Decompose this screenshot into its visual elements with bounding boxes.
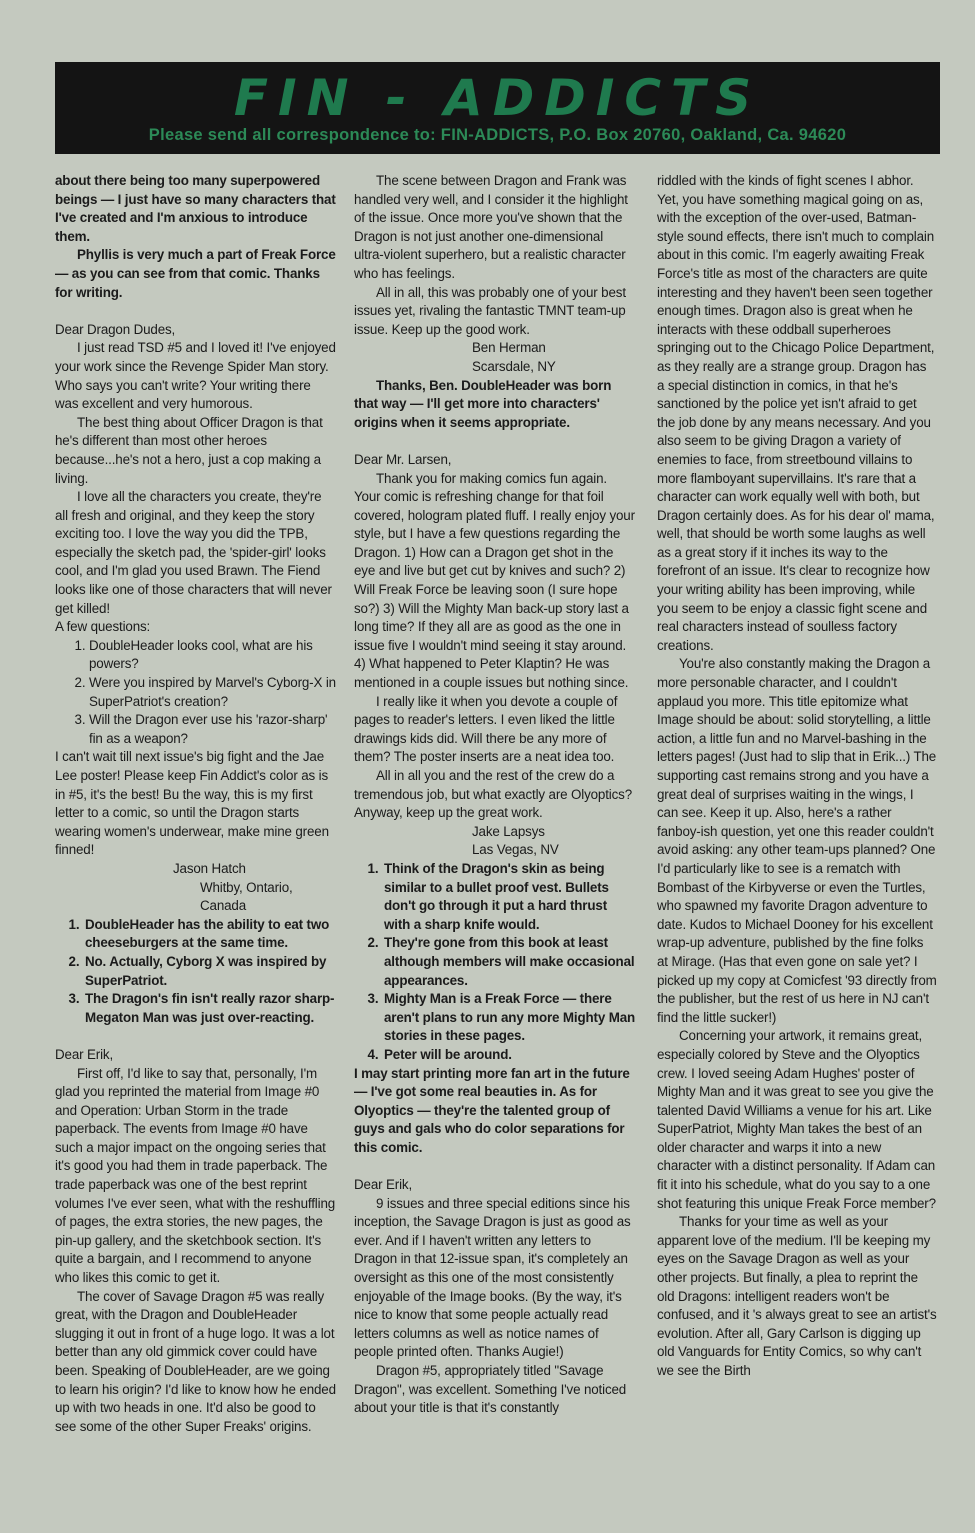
editor-reply: Thanks, Ben. DoubleHeader was born that way — I'll get more into characters' origins when it seems appropriate. xyxy=(354,377,612,430)
column-1 xyxy=(55,172,337,1436)
letter-paragraph: The scene between Dragon and Frank was handled very well, and I consider it the highlight of the issue. Once more you've shown that the Dragon is not just another one-dimensional ultra-violent superhero, but a realistic character who has feelings. xyxy=(354,173,628,281)
editor-answers xyxy=(55,916,337,1028)
letter-signature: Jason Hatch xyxy=(173,860,246,876)
letter-location: Las Vegas, NV xyxy=(472,842,559,858)
question-item: 3. Will the Dragon ever use his 'razor-sharp' fin as a weapon? xyxy=(89,711,337,748)
letter-paragraph: I just read TSD #5 and I loved it! I've enjoyed your work since the Revenge Spider Man story. Who says you can't write? Your writing there was excellent and very humorous. xyxy=(55,340,336,412)
editor-reply: Phyllis is very much a part of Freak Force — as you can see from that comic. Thanks for writing. xyxy=(55,247,336,300)
column-3 xyxy=(657,172,937,1381)
letter-paragraph: The best thing about Officer Dragon is that he's different than most other heroes because...he's not a hero, just a cop making a living. xyxy=(55,414,323,486)
letter-greeting: Dear Mr. Larsen, xyxy=(354,451,452,467)
letter-paragraph: A few questions: xyxy=(55,619,151,635)
letter-greeting: Dear Dragon Dudes, xyxy=(55,321,176,337)
question-item: 2. Were you inspired by Marvel's Cyborg-X in SuperPatriot's creation? xyxy=(89,674,337,711)
letter-paragraph: Concerning your artwork, it remains great, especially colored by Steve and the Olyoptics crew. I loved seeing Adam Hughes' poster of Mighty Man and it was great to see you give the talented David Williams a venue for his art. Like SuperPatriot, Mighty Man takes the best of an older character and warps it into a new character with a distinct personality. If Adam can fit it into his schedule, what do you say to a one shot featuring this unique Freak Force member? xyxy=(657,1028,936,1211)
answer-item: 2. No. Actually, Cyborg X was inspired by SuperPatriot. xyxy=(83,953,337,990)
letter-paragraph: 9 issues and three special editions since his inception, the Savage Dragon is just as good as ever. And if I haven't written any letters to Dragon in that 12-issue span, it's completely an oversight as this one of the most consistently enjoyable of the Image books. (By the way, it's nice to know that some people actually read letters columns as well as notice names of people printed often. Thanks Augie!) xyxy=(354,1195,631,1360)
letter-greeting: Dear Erik, xyxy=(354,1177,413,1193)
letter-paragraph: I love all the characters you create, they're all fresh and original, and they keep the story exciting too. I love the way you did the TPB, especially the sketch pad, the 'spider-girl' looks cool, and I'm glad you used Brawn. The Fiend looks like one of those characters that will never get killed! xyxy=(55,489,332,616)
letter-paragraph: You're also constantly making the Dragon a more personable character, and I couldn't applaud you more. This title epitomize what Image should be about: solid storytelling, a little action, a little fun and no Marvel-bashing in the letters pages! (Just had to slip that in Erik...) The supporting cast remains strong and you have a great deal of surprises waiting in the wings, I can see. Keep it up. Also, here's a rather fanboy-ish question, yet one this reader couldn't avoid asking: any other team-ups planned? One I'd particularly like to see is a rematch with Bombast of the Kirbyverse or even the Turtles, who spawned my favorite Dragon adventure to date. Kudos to Michael Dooney for his excellent wrap-up adventure, published by the fine folks at Mirage. (Has that even gone on sale yet? I picked up my copy at Comicfest '93 directly from the publisher, but the rest of us here in NJ can't find the little sucker!) xyxy=(657,656,937,1025)
letter-paragraph: I really like it when you devote a couple of pages to reader's letters. I even liked the little drawings kids did. Will there be any more of them? The poster inserts are a neat idea too. xyxy=(354,693,618,765)
answer-item: 1. DoubleHeader has the ability to eat two cheeseburgers at the same time. xyxy=(83,916,337,953)
reader-questions xyxy=(55,637,337,749)
answer-item: 2. They're gone from this book at least although members will make occasional appearances. xyxy=(382,934,636,990)
editor-reply: I may start printing more fan art in the future — I've got some real beauties in. As for Olyoptics — they're the talented group of guys and gals who do color separations for this comic. xyxy=(354,1065,630,1155)
letter-signature: Jake Lapsys xyxy=(472,823,545,839)
letter-paragraph: All in all, this was probably one of your best issues yet, rivaling the fantastic TMNT team-up issue. Keep up the good work. xyxy=(354,284,626,337)
answer-item: 1. Think of the Dragon's skin as being similar to a bullet proof vest. Bullets don't go through it put a hard thrust with a sharp knife would. xyxy=(382,860,636,934)
letter-paragraph: All in all you and the rest of the crew do a tremendous job, but what exactly are Olyoptics? Anyway, keep up the great work. xyxy=(354,768,633,821)
letter-paragraph: I can't wait till next issue's big fight and the Jae Lee poster! Please keep Fin Addict's color as is in #5, it's the best! Bu the way, this is my first letter to a comic, so until the Dragon starts wearing women's underwear, make mine green finned! xyxy=(55,749,329,858)
letter-signature: Ben Herman xyxy=(472,340,546,356)
column-2 xyxy=(354,172,636,1418)
answer-item: 4. Peter will be around. xyxy=(382,1046,636,1065)
letter-paragraph: First off, I'd like to say that, personally, I'm glad you reprinted the material from Image #0 and Operation: Urban Storm in the trade paperback. The events from Image #0 have such a major impact on the ongoing series that it's good you had them in trade paperback. The trade paperback was one of the best reprint volumes I've ever seen, what with the reshuffling of pages, the extra stories, the new pages, the pin-up gallery, and the sketchbook section. It's quite a bargain, and I recommend to anyone who likes this comic to get it. xyxy=(55,1065,336,1286)
correspondence-address: Please send all correspondence to: FIN-ADDICTS, P.O. Box 20760, Oakland, Ca. 94620 xyxy=(148,126,847,144)
answer-item: 3. Mighty Man is a Freak Force — there aren't plans to run any more Mighty Man stories in these pages. xyxy=(382,990,636,1046)
letter-paragraph: Thank you for making comics fun again. Your comic is refreshing change for that foil covered, hologram plated fluff. I really enjoy your style, but I have a few questions regarding the Dragon. 1) How can a Dragon get shot in the eye and live but get cut by knives and such? 2) Will Freak Force be leaving soon (I sure hope so?) 3) Will the Mighty Man back-up story last a long time? If they all are as good as the one in issue five I wouldn't mind seeing it stay around. 4) What happened to Peter Klaptin? He was mentioned in a couple issues but nothing since. xyxy=(354,470,635,691)
letter-paragraph: The cover of Savage Dragon #5 was really great, with the Dragon and DoubleHeader slugging it out in front of a huge logo. It was a lot better than any old gimmick cover could have been. Speaking of DoubleHeader, are we going to learn his origin? I'd like to know how he ended up with two heads in one. It'd also be good to see some of the other Super Freaks' origins. xyxy=(55,1288,336,1434)
letter-paragraph: riddled with the kinds of fight scenes I abhor. Yet, you have something magical going on as, with the exception of the over-used, Batman-style sound effects, there isn't much to complain about in this comic. I'm eagerly awaiting Freak Force's title as most of the characters are quite interesting and they haven't been seen together enough times. Dragon also is great when he interacts with these oddball superheroes springing out to the Chicago Police Department, as they really are a strange group. Dragon has a special distinction in comics, in that he's sanctioned by the police yet isn't afraid to get the job done by any means necessary. And you also seem to be giving Dragon a variety of enemies to face, from streetbound villains to more flamboyant supervillains. It's rare that a character can work equally well with both, but Dragon certainly does. As for his dear ol' mama, well, that should be worth some laughs as well as a great story if it inches its way to the forefront of an issue. It's clear to recognize how your writing ability has been improving, while you seem to be enjoy a classic fight scene and real characters instead of soulless factory creations. xyxy=(657,173,935,653)
column-title: FIN - ADDICTS xyxy=(233,69,762,127)
question-item: 1. DoubleHeader looks cool, what are his powers? xyxy=(89,637,337,674)
letter-location: Scarsdale, NY xyxy=(472,358,556,374)
editor-answers xyxy=(354,860,636,1065)
letter-paragraph: Thanks for your time as well as your apparent love of the medium. I'll be keeping my eyes on the Savage Dragon as well as your other projects. But finally, a plea to reprint the old Dragons: intelligent readers won't be confused, and it 's always great to see an artist's evolution. After all, Gary Carlson is digging up old Vanguards for Entity Comics, so why can't we see the Birth xyxy=(657,1214,937,1378)
answer-item: 3. The Dragon's fin isn't really razor sharp- Megaton Man was just over-reacting. xyxy=(83,990,337,1027)
column-header xyxy=(55,62,940,154)
letter-greeting: Dear Erik, xyxy=(55,1046,114,1062)
letter-paragraph: Dragon #5, appropriately titled "Savage Dragon", was excellent. Something I've noticed about your title is that it's constantly xyxy=(354,1363,627,1416)
editor-reply: about there being too many superpowered beings — I just have so many characters that I've created and I'm anxious to introduce them. xyxy=(55,173,336,244)
letter-location: Whitby, Ontario, Canada xyxy=(200,879,293,914)
